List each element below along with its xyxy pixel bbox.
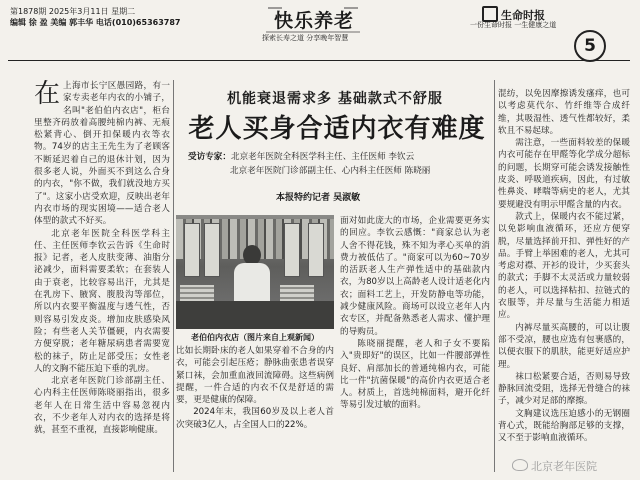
expert-name: 北京老年医院全科医学科主任、主任医师 李钦云	[230, 152, 415, 162]
photo-garment	[204, 223, 220, 277]
issue-info	[10, 6, 240, 28]
photo-garment	[308, 223, 324, 277]
paragraph: 袜口松紧要合适，否则易导致静脉回流受阻，选择无骨缝合的袜子，减少对足部的摩擦。	[498, 371, 630, 407]
expert-name: 北京老年医院门诊部副主任、心内科主任医师 陈晓丽	[230, 166, 431, 176]
photo-shopkeeper	[234, 245, 270, 305]
paragraph: 北京老年医院全科医学科主任、主任医师李钦云告诉《生命时报》记者，老人皮肤变薄、油脂分泌减少，面料需要柔软；在套装人由于衰老，比较容易出汗，尤其是在乳房下、腋窝、腹股沟等部位，所以内衣要平衡温度与透气性，否则容易引发皮炎。增加皮肤感染风险；有些老人关节僵硬，内衣需要方便穿脱；老年糖尿病患者需要宽松的袜子，防止足部受压；女性老人的文胸不能压迫下垂的乳房。	[34, 228, 170, 374]
expert-list	[188, 150, 488, 178]
newspaper-slogan: 一份生命时报 一生健康之道	[470, 21, 557, 29]
paragraph: 北京老年医院门诊部副主任、心内科主任医师陈晓丽指出，很多老年人在日常生活中容易忽视内衣，不少老年人对内衣的选择是将就，甚至不重视，直接影响健康。	[34, 376, 170, 436]
photo-counter	[176, 301, 334, 329]
reporter-byline: 本报特约记者 吴淑敏	[276, 193, 361, 203]
section-title: 快乐养老	[274, 10, 355, 32]
column-divider	[494, 80, 495, 472]
article-kicker: 机能衰退需求多 基础款式不舒服	[227, 91, 443, 107]
column-divider	[173, 80, 174, 472]
section-subtitle: 探索长寿之道 分享晚年智慧	[262, 34, 349, 42]
watermark	[512, 458, 597, 474]
paragraph: 款式上，保暖内衣不能过紧，以免影响血液循环，还应方便穿脱，尽量选择前开扣、弹性好的产品。手臂上举困难的老人，尤其可考虑对襟、开衫的设计，少买套头的款式；手脚不太灵活或力量较弱的老人，可以选择粘扣、拉链式的衣服等，并尽量与生活能力相适应。	[498, 211, 630, 321]
page-number: 5	[574, 30, 606, 62]
paragraph: 混纺，以免因摩擦诱发瘙痒，也可以考虑莫代尔、竹纤维等合成纤维，其吸湿性、透气性都较好，柔软且不易起球。	[498, 89, 630, 136]
issue-line: 第1878期 2025年3月11日 星期二	[10, 7, 136, 16]
article-headline: 老人买身合适内衣有难度	[188, 114, 486, 144]
photo-shopkeeper-head	[243, 245, 261, 265]
photo-garment	[184, 223, 200, 277]
watermark-text: 北京老年医院	[531, 460, 597, 473]
header-rule	[8, 60, 630, 61]
photo-shopkeeper-body	[234, 263, 270, 305]
paragraph: 上海市长宁区愚园路，有一家专卖老年内衣的小铺子，名叫"老伯伯内衣店"，柜台里整齐码放着高腰纯棉内裤、无痕松紧背心、倒开扣保暖内衣等衣物。74岁的店主王先生为了老顾客不断延迟着自己的退休计划，因为很多老人说，外面买不到这么合身的内衣，"你不做，我们就没地方买了"。这家小店受欢迎，反映出老年内衣市场的现实困境——适合老人体型的款式不好买。	[34, 81, 170, 227]
article-column-2	[176, 345, 334, 473]
expert-label: 受访专家：	[188, 152, 231, 162]
paragraph: 面对如此庞大的市场，企业需要更务实的回应。李钦云感慨："商家总认为老人舍不得花钱，殊不知为孝心买单的消费力被低估了。"商家可以为60~70岁的活跃老人生产弹性适中的基础款内衣，为80岁以上高龄老人设计适老化内衣；面料工艺上，开发防静电等功能，减少健康风险。商场可以设立老年人内衣专区，并配备熟悉老人需求、懂护理的导购员。	[340, 216, 490, 337]
paragraph: 2024年末，我国60岁及以上老人首次突破3亿人，占全国人口的22%。	[176, 407, 334, 430]
photo-garment	[284, 223, 300, 277]
weibo-icon	[512, 459, 528, 471]
paragraph: 内裤尽量买高腰的，可以让腹部不受凉，腰也应选有包裹感的，以便衣服下的肌肤，能更好适应护理。	[498, 322, 630, 370]
article-column-3	[340, 215, 490, 473]
paragraph: 需注意，一些面料较差的保暖内衣可能存在甲醛等化学成分超标的问题，长期穿可能会诱发接触性皮炎、呼吸道疾病，因此，有过敏性鼻炎、哮喘等病史的老人，尤其要规避没有明示甲醛含量的内衣。	[498, 138, 630, 210]
drop-cap: 在	[34, 80, 61, 109]
editor-line: 编辑 徐 盈 美编 郭丰华 电话(010)65363787	[10, 18, 181, 27]
paragraph: 比如长期卧床的老人如果穿着不合身的内衣，可能会引起压疮；静脉曲张患者误穿紧口袜，会加重血液回流障碍。这些病例提醒，一件合适的内衣不仅是舒适的需要，更是健康的保障。	[176, 346, 334, 406]
store-photo	[176, 215, 334, 329]
paragraph: 陈晓丽提醒，老人和子女不要陷入"贵即好"的误区，比如一件腰部弹性良好、肩部加长的普通纯棉内衣，可能比一件"抗菌保暖"的高价内衣更适合老人。材质上，首选纯棉面料，避开化纤等易引发过敏的面料。	[340, 338, 490, 411]
article-column-1	[34, 80, 170, 472]
photo-caption: 老伯伯内衣店（图片来自上观新闻）	[191, 333, 319, 342]
newspaper-name-text: 生命时报	[501, 9, 545, 22]
article-column-4	[498, 88, 630, 474]
paragraph: 文胸建议选压迫感小的无钢圈背心式，既能给胸部足够的支撑，又不至于影响血液循环。	[498, 408, 630, 444]
